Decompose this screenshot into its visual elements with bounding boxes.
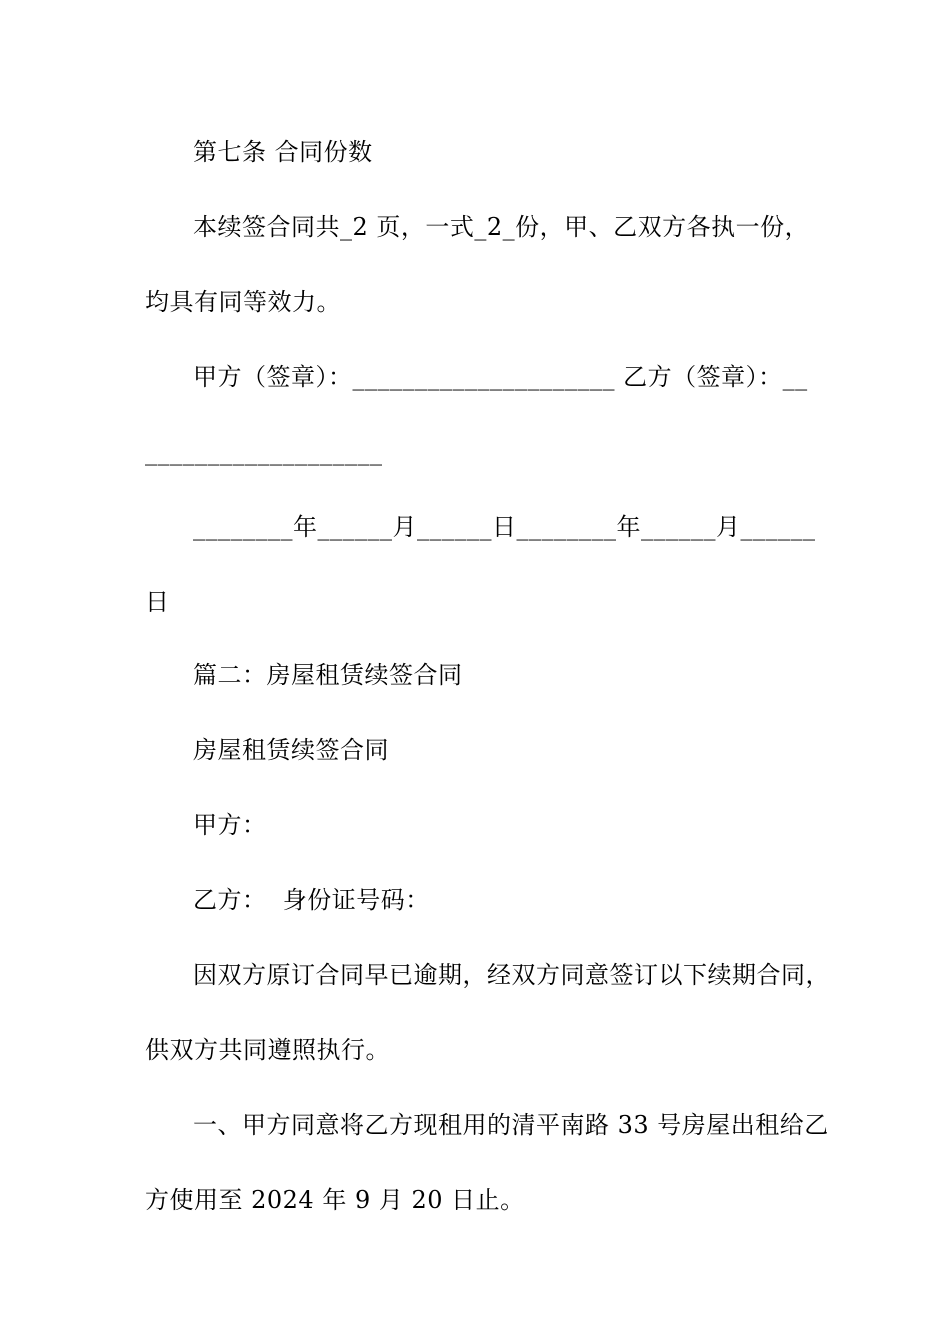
date-line: 日 bbox=[145, 588, 170, 616]
paragraph-line: 一、甲方同意将乙方现租用的清平南路 33 号房屋出租给乙 bbox=[193, 1111, 829, 1139]
date-line: ________年______月______日________年______月______ bbox=[193, 513, 816, 541]
paragraph-line: 本续签合同共_2 页，一式_2_份，甲、乙双方各执一份， bbox=[193, 213, 810, 241]
paragraph-line: 供双方共同遵照执行。 bbox=[145, 1036, 390, 1064]
section-heading: 篇二：房屋租赁续签合同 bbox=[193, 661, 463, 689]
party-a-label: 甲方： bbox=[193, 811, 267, 839]
party-b-label: 乙方： 身份证号码： bbox=[193, 886, 430, 914]
paragraph-line: 方使用至 2024 年 9 月 20 日止。 bbox=[145, 1186, 525, 1214]
paragraph-line: 均具有同等效力。 bbox=[145, 288, 341, 316]
paragraph-line: 因双方原订合同早已逾期，经双方同意签订以下续期合同， bbox=[193, 961, 830, 989]
signature-line: ___________________ bbox=[145, 438, 383, 466]
article-heading: 第七条 合同份数 bbox=[193, 138, 373, 166]
contract-title: 房屋租赁续签合同 bbox=[193, 736, 389, 764]
signature-line: 甲方（签章）：_____________________ 乙方（签章）：__ bbox=[193, 363, 808, 391]
